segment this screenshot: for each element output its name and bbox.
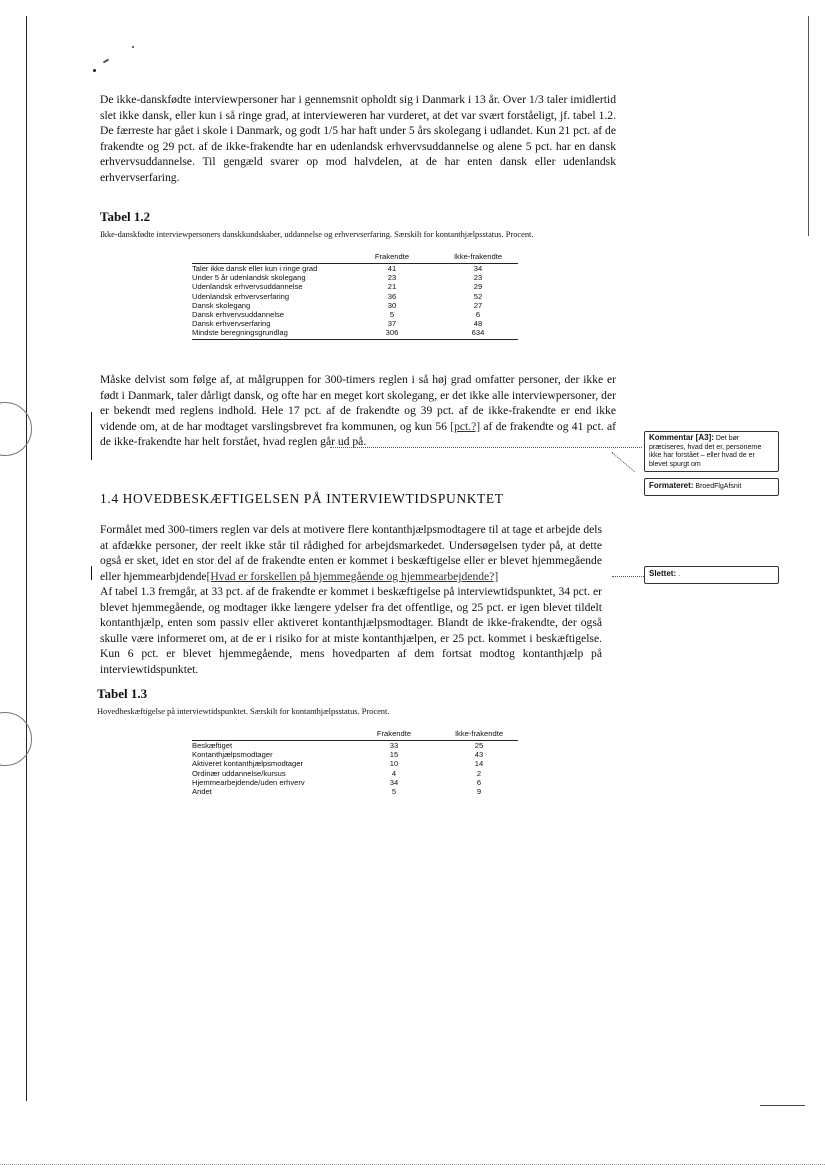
table-row [192, 264, 518, 274]
cell-frakendte: 5 [389, 310, 395, 320]
formatting-text: BroedFlgAfsnit [695, 483, 742, 490]
table-1-3-caption: Hovedbeskæftigelse på interviewtidspunktet. Særskilt for kontanthjælpsstatus. Procent. [97, 707, 390, 716]
row-label: Andet [192, 787, 212, 797]
binder-hole [0, 402, 32, 456]
cell-ikke-frakendte: 634 [438, 328, 518, 339]
cell-ikke-frakendte: 9 [476, 787, 482, 797]
cell-frakendte: 5 [391, 787, 397, 797]
cell-frakendte: 36 [387, 291, 397, 301]
paragraph-awareness-end: af de frakendte og 41 pct. af de ikke-frakendte har helt forstået, hvad reglen går ud på. [100, 419, 616, 449]
row-label: Dansk erhvervsuddannelse [192, 310, 285, 320]
table-row [192, 741, 518, 751]
table-row [192, 301, 518, 310]
row-label: Udenlandsk erhvervsuddannelse [192, 282, 303, 292]
comment-connector-arrow [611, 452, 635, 472]
cell-ikke-frakendte: 34 [473, 264, 483, 273]
cell-ikke-frakendte: 6 [476, 777, 482, 787]
inserted-question[interactable]: [Hvad er forskellen på hjemmegående og hjemmearbejdende?] [206, 569, 499, 583]
scan-speck [103, 59, 109, 64]
cell-frakendte: 41 [387, 264, 397, 273]
paragraph-awareness-text: Måske delvist som følge af, at målgruppen for 300-timers reglen i så høj grad omfatter personer, der ikke er født i Danmark, taler dårligt dansk, og ofte har en meget kort skolegang, er det ikke alle interviewpersoner, der er bekendt med reglens indhold. Hele 17 pct. af de frakendte og 39 pct. af de ikke-frakendte er end ikke vidende om, at de har modtaget varslingsbrevet fra kommunen, og kun 56 [100, 373, 616, 433]
cell-ikke-frakendte: 52 [473, 291, 483, 301]
table-row [192, 310, 518, 319]
page-edge-right [808, 16, 809, 236]
table-row [192, 769, 518, 778]
change-bar [91, 566, 92, 580]
comment-text: Det bør præciseres, hvad det er, personerne ikke har forstået – eller hvad de er blevet spurgt om [649, 435, 762, 468]
cell-frakendte: 306 [346, 328, 438, 339]
row-label: Taler ikke dansk eller kun i ringe grad [192, 264, 318, 273]
table-header-label [192, 252, 346, 264]
table-row [192, 787, 518, 796]
cell-frakendte: 10 [389, 759, 399, 769]
table-1-2 [192, 252, 518, 340]
table-row [192, 750, 518, 759]
table-1-3 [192, 729, 518, 796]
cell-frakendte: 33 [389, 741, 399, 750]
formatting-balloon[interactable] [644, 478, 779, 496]
paragraph-intro: De ikke-danskfødte interviewpersoner har i gennemsnit opholdt sig i Danmark i 13 år. Over 1/3 taler imidlertid slet ikke dansk, eller kun i så ringe grad, at intervieweren har vurderet, at det var svært forståeligt, jf. tabel 1.2. De færreste har gået i skole i Danmark, og godt 1/5 har haft under 5 års skolegang i udlandet. Kun 21 pct. af de frakendte og 29 pct. af de ikke-frakendte har en udenlandsk erhvervsuddannelse og alene 5 pct. har en dansk erhvervsuddannelse. Til gengæld svarer op mod halvdelen, at de har enten dansk eller udenlandsk erhvervserfaring. [100, 93, 616, 184]
table-header-ikke-frakendte: Ikke-frakendte [440, 729, 518, 741]
row-label: Dansk erhvervserfaring [192, 319, 271, 329]
table-header-row [192, 729, 518, 741]
table-row [192, 328, 518, 339]
row-label: Udenlandsk erhvervserfaring [192, 291, 290, 301]
cell-frakendte: 30 [387, 300, 397, 310]
row-label: Under 5 år udenlandsk skolegang [192, 273, 306, 283]
paragraph-purpose-text: Formålet med 300-timers reglen var dels at motivere flere kontanthjælpsmodtagere til at tage et arbejde dels at afdække personer, der reelt ikke står til rådighed for arbejdsmarkedet. Undersøgelsen tyder på, at dette også er sket, idet en stor del af de frakendte enten er kommet i beskæftigelse eller er blevet hjemmegående eller hjemmearbjdende [100, 523, 602, 583]
cell-ikke-frakendte: 29 [473, 282, 483, 292]
cell-ikke-frakendte: 25 [474, 741, 484, 750]
cell-ikke-frakendte: 23 [473, 273, 483, 283]
table-row [192, 273, 518, 282]
table-row [192, 778, 518, 787]
table-row [192, 292, 518, 301]
deleted-balloon[interactable] [644, 566, 779, 584]
deleted-connector [612, 576, 644, 577]
cell-ikke-frakendte: 48 [473, 319, 483, 329]
deleted-text: . [678, 571, 681, 578]
cell-frakendte: 21 [387, 282, 397, 292]
table-header-label [192, 729, 348, 741]
comment-connector [330, 447, 642, 448]
cell-ikke-frakendte: 27 [473, 300, 483, 310]
scan-bottom-line [0, 1164, 825, 1165]
table-1-2-title: Tabel 1.2 [100, 209, 151, 224]
deleted-label: Slettet: [649, 569, 677, 578]
cell-frakendte: 34 [389, 777, 399, 787]
page-edge-left [26, 16, 27, 1101]
inserted-text[interactable]: [pct.?] [450, 419, 481, 433]
comment-label: Kommentar [A3]: [649, 433, 714, 442]
binder-hole [0, 712, 32, 766]
table-row [192, 282, 518, 291]
page-edge-bottom [760, 1105, 805, 1106]
row-label: Ordinær uddannelse/kursus [192, 768, 286, 778]
paragraph-table13-intro: Af tabel 1.3 fremgår, at 33 pct. af de frakendte er kommet i beskæftigelse på interviewtidspunktet, 34 pct. er blevet hjemmegående, og modtager ikke længere ydelser fra det offentlige, og 25 pct. er igen blevet tildelt kontanthjælp, enten som passiv eller aktiveret kontanthjælpsmodtager. Blandt de ikke-frakendte, der også skulle være informeret om, at de er i risiko for at miste kontanthjælpen, er 25 pct. kommet i beskæftigelse. Kun 6 pct. er blevet hjemmegående, mens hovedparten af dem fortsat modtog kontanthjælp på interviewtidspunktet. [100, 585, 602, 676]
table-header-frakendte: Frakendte [348, 729, 440, 741]
paragraph-awareness [100, 372, 616, 450]
scan-speck [93, 69, 96, 72]
cell-frakendte: 15 [389, 750, 399, 760]
table-header-frakendte: Frakendte [346, 252, 438, 264]
scan-speck [132, 46, 134, 48]
formatting-label: Formateret: [649, 481, 694, 490]
section-heading: 1.4 HOVEDBESKÆFTIGELSEN PÅ INTERVIEWTIDSPUNKTET [100, 491, 504, 506]
table-header-ikke-frakendte: Ikke-frakendte [438, 252, 518, 264]
row-label: Hjemmearbejdende/uden erhverv [192, 777, 305, 787]
row-label: Kontanthjælpsmodtager [192, 750, 273, 760]
row-label: Aktiveret kontanthjælpsmodtager [192, 759, 304, 769]
table-header-row [192, 252, 518, 264]
table-1-2-caption: Ikke-danskfødte interviewpersoners danskkundskaber, uddannelse og erhvervserfaring. Særskilt for kontanthjælpsstatus. Procent. [100, 230, 534, 239]
comment-balloon[interactable] [644, 431, 779, 472]
cell-frakendte: 37 [387, 319, 397, 329]
row-label: Dansk skolegang [192, 300, 251, 310]
row-label: Mindste beregningsgrundlag [192, 328, 346, 339]
change-bar [91, 412, 92, 460]
cell-ikke-frakendte: 2 [476, 768, 482, 778]
cell-ikke-frakendte: 14 [474, 759, 484, 769]
cell-ikke-frakendte: 6 [475, 310, 481, 320]
table-1-3-title: Tabel 1.3 [97, 686, 148, 701]
cell-ikke-frakendte: 43 [474, 750, 484, 760]
row-label: Beskæftiget [192, 741, 233, 750]
cell-frakendte: 4 [391, 768, 397, 778]
paragraph-purpose [100, 522, 602, 584]
table-row [192, 319, 518, 328]
cell-frakendte: 23 [387, 273, 397, 283]
table-row [192, 759, 518, 768]
